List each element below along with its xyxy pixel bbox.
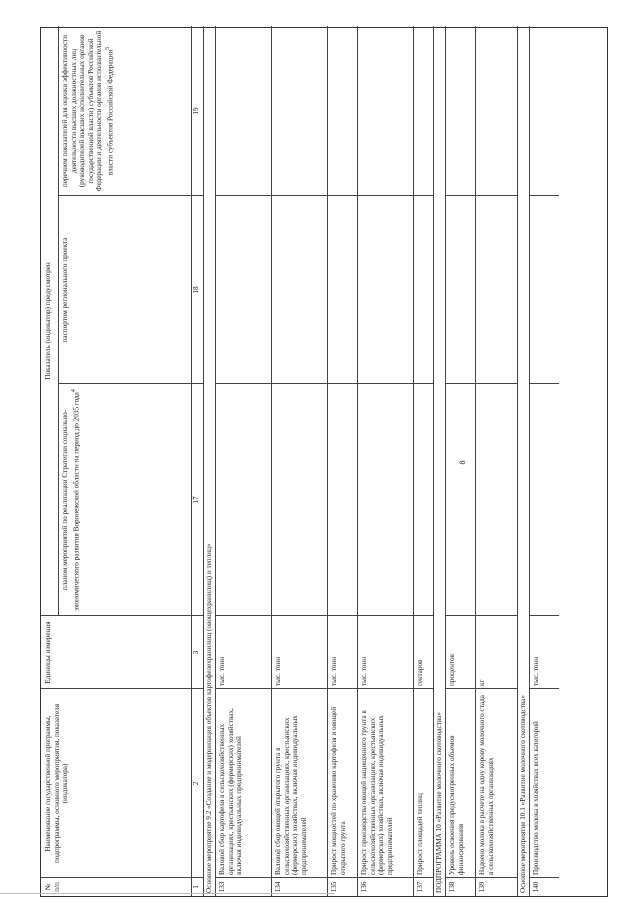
column-divider	[327, 877, 357, 878]
row-indicator-name: Валовой сбор картофеля в сельскохозяйственных организациях, крестьянских (фермерских) хозяйствах, включая индивидуальных предпринимателей	[218, 708, 244, 875]
column-divider	[327, 688, 357, 689]
header-num: № п/п	[44, 882, 61, 892]
column-divider	[327, 615, 357, 616]
column-divider	[413, 383, 433, 384]
column-number-line	[203, 26, 204, 896]
column-divider	[475, 615, 517, 616]
row-unit: тыс. тонн	[330, 656, 338, 686]
row-divider	[215, 26, 216, 896]
row-divider	[433, 26, 434, 896]
column-divider	[271, 615, 327, 616]
row-number: 133	[218, 881, 226, 893]
column-divider	[41, 615, 203, 616]
row-unit: процентов	[448, 654, 456, 686]
column-divider	[271, 383, 327, 384]
header-passport: паспортом регионального проекта	[61, 237, 69, 343]
row-number: 138	[448, 881, 456, 893]
column-divider	[215, 383, 271, 384]
row-number: 134	[274, 881, 282, 893]
section-heading: ПОДПРОГРАММА 10 «Развитие молочного скотоводства»	[435, 712, 443, 893]
row-number: 136	[360, 881, 368, 893]
row-number: 139	[478, 881, 486, 893]
column-number: 17	[192, 496, 200, 504]
column-divider	[271, 877, 327, 878]
header-plan: планом мероприятий по реализации Стратегии социально-экономического развития Воронежской области на период до 2035 года$^4$	[61, 389, 80, 611]
scan-edge-line	[0, 893, 335, 894]
column-divider	[445, 877, 475, 878]
column-divider	[271, 688, 327, 689]
column-divider	[357, 195, 413, 196]
column-divider	[529, 615, 559, 616]
row-indicator-name: Прирост производства овощей защищенного грунта в сельскохозяйственных организациях, крестьянских (фермерских) хозяйствах, включая индивидуальных предпринимателей	[360, 710, 394, 875]
column-divider	[445, 195, 475, 196]
header-unit: Единицы измерения	[44, 621, 52, 684]
column-divider	[215, 615, 271, 616]
row-unit: кг	[478, 679, 486, 686]
column-number: 18	[192, 286, 200, 294]
column-divider	[215, 195, 271, 196]
section-heading: Основное мероприятие 10.1 «Развитие молочного скотоводства»	[519, 695, 527, 893]
column-divider	[529, 688, 559, 689]
footnote-mark: 5	[104, 46, 111, 50]
column-divider	[529, 383, 559, 384]
column-divider	[215, 877, 271, 878]
column-divider	[357, 688, 413, 689]
column-divider	[475, 688, 517, 689]
column-divider	[58, 383, 203, 384]
row-divider	[445, 26, 446, 896]
column-divider	[445, 615, 475, 616]
row-divider	[357, 26, 358, 896]
column-number: 19	[192, 107, 200, 115]
column-divider	[327, 195, 357, 196]
row-unit: тыс. тонн	[532, 656, 540, 686]
row-divider	[327, 26, 328, 896]
column-divider	[41, 688, 203, 689]
row-divider	[271, 26, 272, 896]
column-divider	[357, 877, 413, 878]
column-divider	[327, 383, 357, 384]
column-divider	[529, 877, 559, 878]
document-page	[10, 20, 630, 905]
column-divider	[475, 195, 517, 196]
column-divider	[529, 195, 559, 196]
footnote-mark: 4	[70, 389, 77, 393]
row-indicator-name: Валовой сбор овощей открытого грунта в сельскохозяйственных организациях, крестьянских (фермерских) хозяйствах, включая индивидуальных предпринимателей	[274, 715, 308, 875]
header-list: перечнем показателей для оценки эффективности деятельности высших должностных лиц (руководителей высших исполнительных органов государственной власти) субъектов Российской Федерации и деятельности органов исполнительной власти субъектов Российской Федерации$^5$	[61, 30, 115, 192]
row-number: 140	[532, 881, 540, 893]
row-indicator-name: Уровень освоения предусмотренных объемов финансирования	[448, 735, 465, 875]
column-divider	[357, 383, 413, 384]
row-indicator-name: Производство молока в хозяйствах всех категорий	[532, 721, 540, 875]
column-divider	[413, 195, 433, 196]
row-unit: тыс. тонн	[274, 656, 282, 686]
row-indicator-name: Прирост площадей теплиц	[416, 793, 424, 875]
row-indicator-name: Прирост мощностей по хранению картофеля и овощей открытого грунта	[330, 706, 347, 875]
column-divider	[41, 877, 203, 878]
row-divider	[475, 26, 476, 896]
column-divider	[413, 877, 433, 878]
header-divider	[58, 26, 59, 616]
column-number: 1	[192, 885, 200, 889]
row-divider	[413, 26, 414, 896]
row-unit: тыс. тонн	[218, 656, 226, 686]
row-unit: тыс. тонн	[360, 656, 368, 686]
column-divider	[357, 615, 413, 616]
header-name: Наименование государственной программы, подпрограммы, основного мероприятия, показателя (индикатора)	[44, 703, 70, 864]
column-divider	[475, 383, 517, 384]
row-divider	[529, 26, 530, 896]
column-number: 3	[192, 650, 200, 655]
row-number: 135	[330, 881, 338, 893]
column-number: 2	[192, 781, 200, 786]
header-indicator-group: Показатель (индикатор) предусмотрен	[44, 262, 52, 380]
row-divider	[517, 26, 518, 896]
column-divider	[475, 877, 517, 878]
column-divider	[445, 688, 475, 689]
column-divider	[445, 383, 475, 384]
row-number: 137	[416, 881, 424, 893]
column-divider	[215, 688, 271, 689]
page-number: 8	[458, 460, 467, 465]
indicator-table	[40, 27, 608, 897]
column-divider	[58, 195, 203, 196]
section-heading: Основное мероприятие 9.2 «Создание и модернизация объектов картофелехранилищ (овощехранилищ) и теплиц»	[205, 543, 213, 893]
row-indicator-name: Надоено молока в расчете на одну корову молочного стада в сельскохозяйственных организациях	[478, 695, 495, 875]
column-divider	[413, 615, 433, 616]
column-divider	[271, 195, 327, 196]
column-divider	[413, 688, 433, 689]
row-unit: гектаров	[416, 659, 424, 686]
